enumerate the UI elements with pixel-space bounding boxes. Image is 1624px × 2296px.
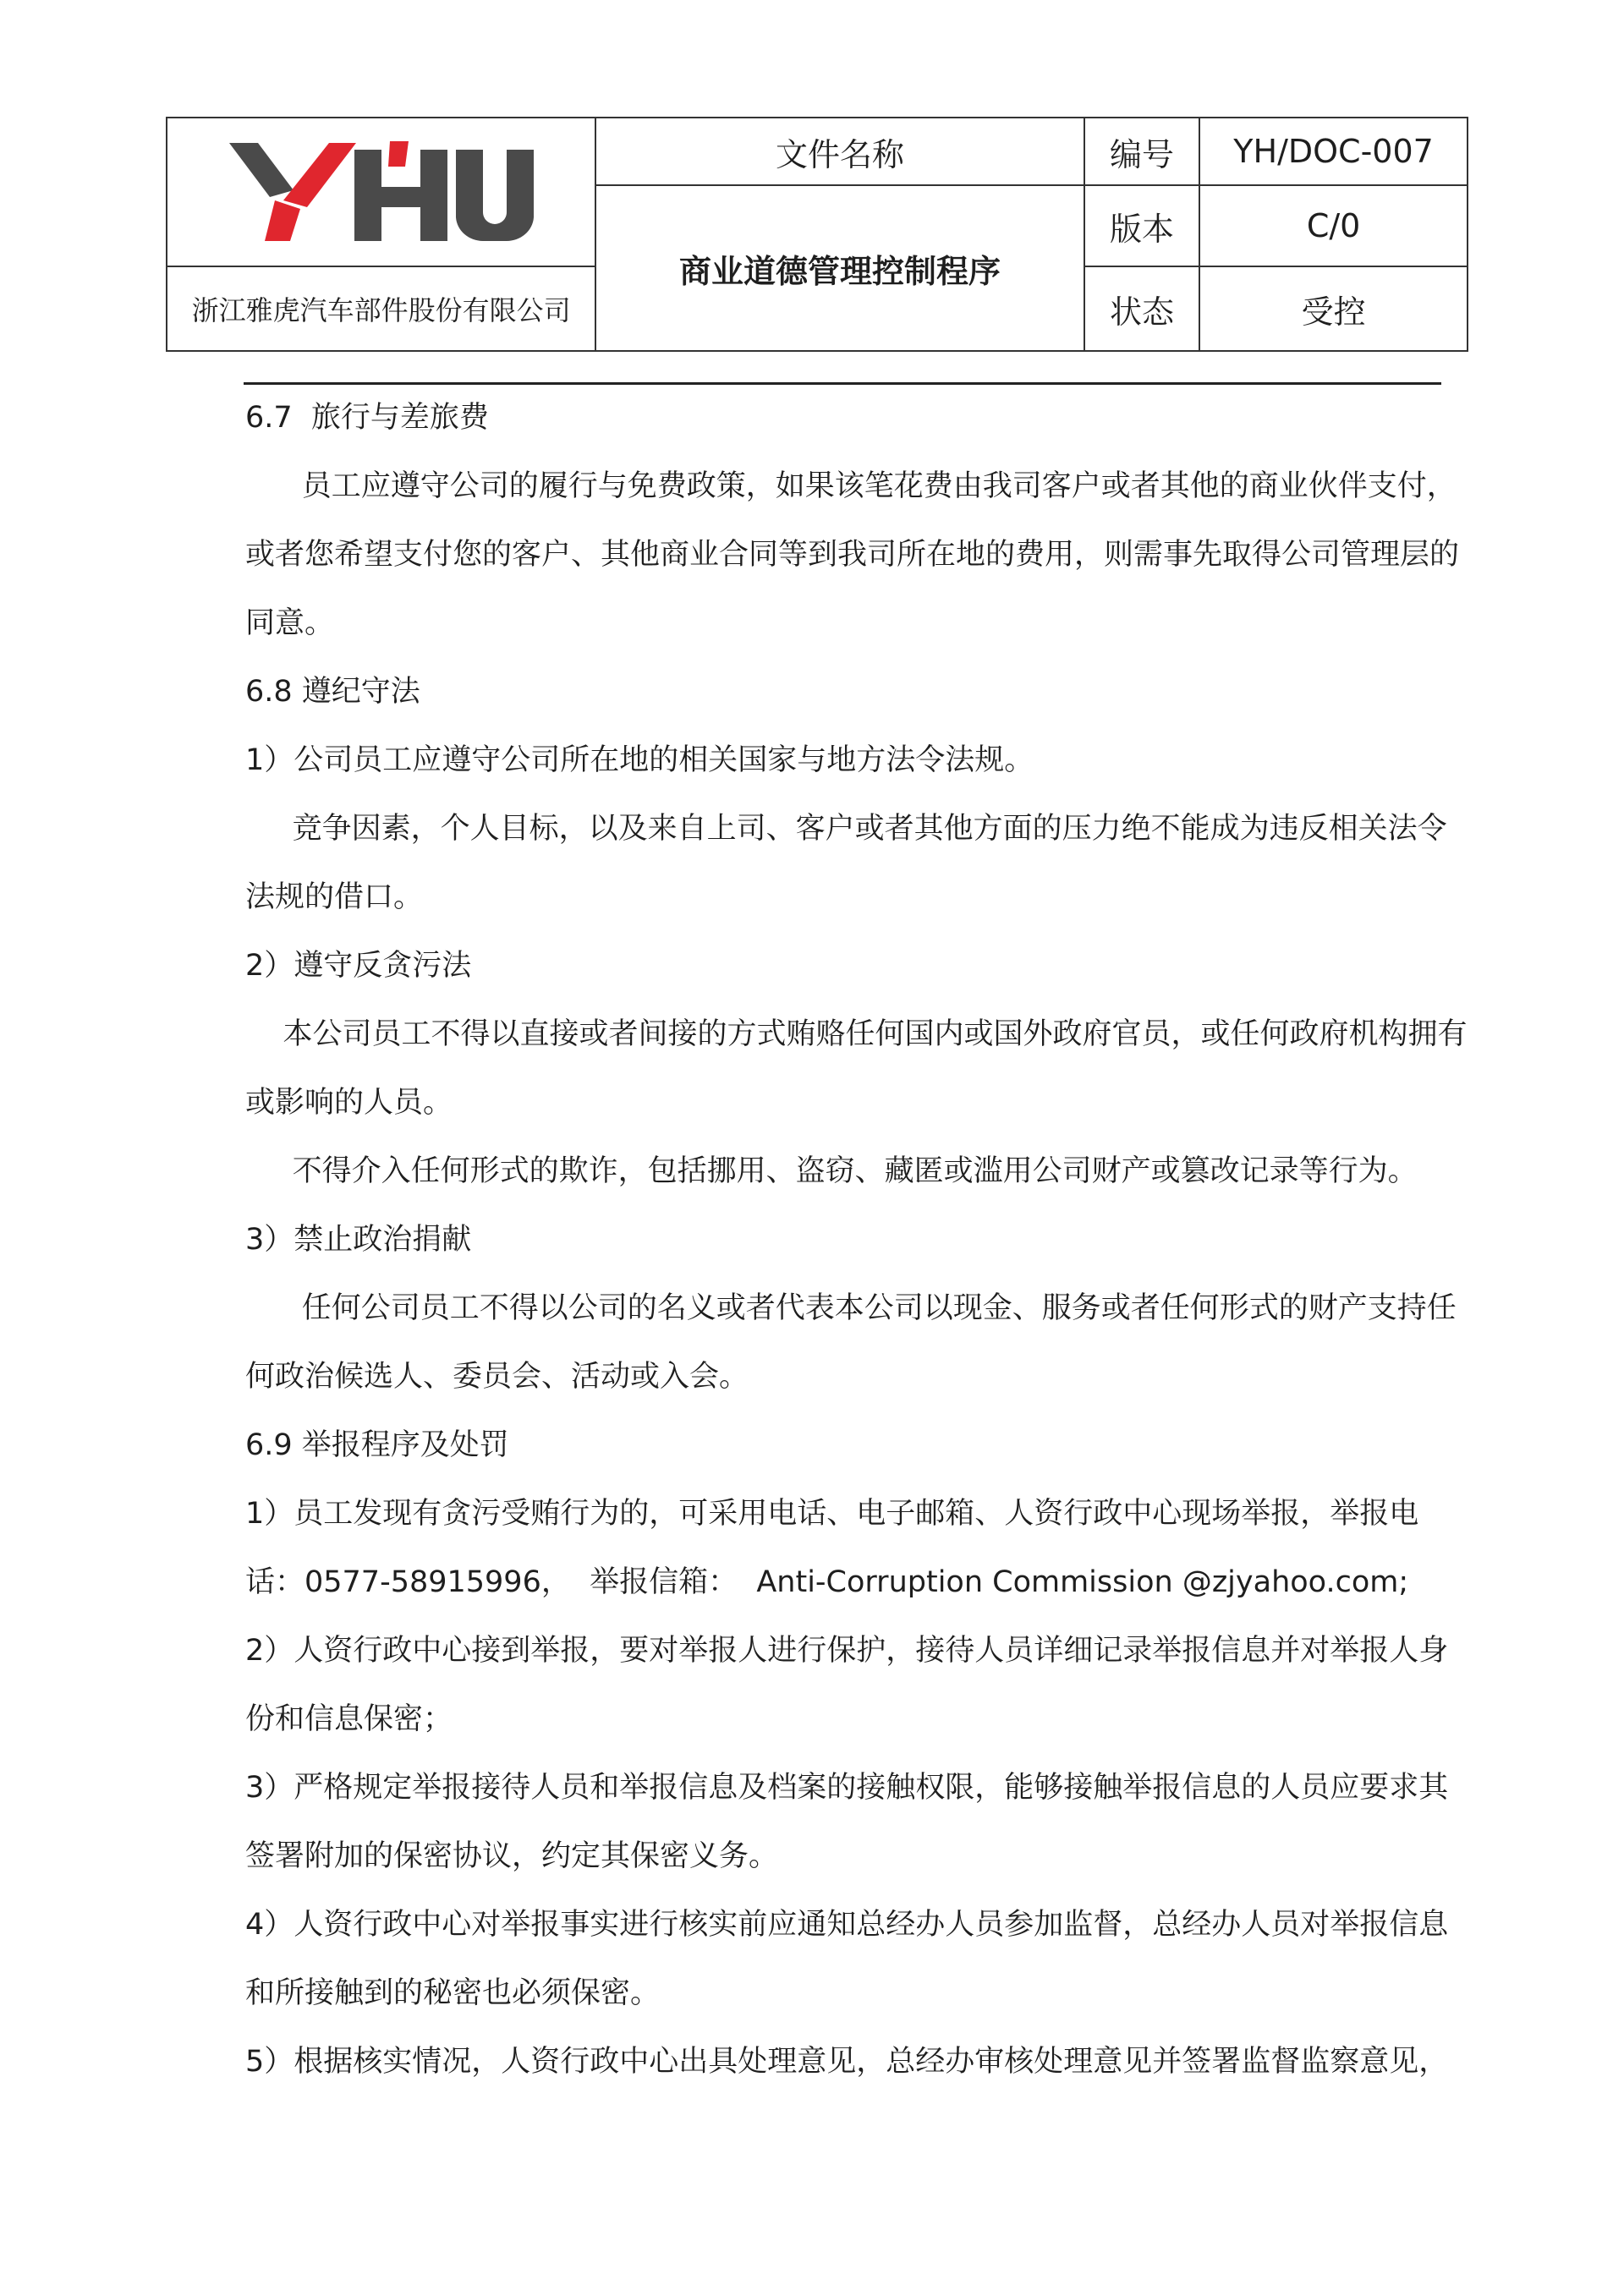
body-text-line: 或者您希望支付您的客户、其他商业合同等到我司所在地的费用，则需事先取得公司管理层的 (245, 538, 1460, 572)
logo-cell (167, 118, 595, 266)
status-value: 受控 (1199, 266, 1468, 351)
body-text-line: 话：0577-58915996， 举报信箱： Anti-Corruption Commission @zjyahoo.com; (245, 1565, 1409, 1599)
section-heading: 6.9 举报程序及处罚 (245, 1428, 509, 1462)
body-text-line: 任何公司员工不得以公司的名义或者代表本公司以现金、服务或者任何形式的财产支持任 (245, 1291, 1457, 1325)
status-label: 状态 (1084, 266, 1199, 351)
company-name: 浙江雅虎汽车部件股份有限公司 (167, 266, 595, 351)
list-item-text: 3）严格规定举报接待人员和举报信息及档案的接触权限，能够接触举报信息的人员应要求其 (245, 1771, 1449, 1805)
file-name-label: 文件名称 (595, 118, 1084, 185)
document-title: 商业道德管理控制程序 (595, 185, 1084, 351)
body-text-line: 员工应遵守公司的履行与免费政策，如果该笔花费由我司客户或者其他的商业伙伴支付， (245, 469, 1457, 503)
code-label: 编号 (1084, 118, 1199, 185)
company-logo (229, 141, 534, 243)
body-text-line: 竞争因素，个人目标，以及来自上司、客户或者其他方面的压力绝不能成为违反相关法令 (245, 812, 1447, 846)
section-heading: 6.7 旅行与差旅费 (245, 401, 489, 435)
list-item-text: 3）禁止政治捐献 (245, 1223, 472, 1257)
list-item-text: 2）人资行政中心接到举报，要对举报人进行保护，接待人员详细记录举报信息并对举报人身 (245, 1634, 1449, 1668)
version-value: C/0 (1199, 185, 1468, 266)
version-label: 版本 (1084, 185, 1199, 266)
body-text-line: 法规的借口。 (245, 880, 424, 914)
list-item-text: 4）人资行政中心对举报事实进行核实前应通知总经办人员参加监督，总经办人员对举报信息 (245, 1908, 1449, 1942)
body-text-line: 同意。 (245, 606, 335, 640)
body-text-line: 签署附加的保密协议，约定其保密义务。 (245, 1839, 779, 1873)
body-text-line: 何政治候选人、委员会、活动或入会。 (245, 1360, 749, 1394)
section-heading: 6.8 遵纪守法 (245, 675, 420, 709)
body-text-line: 份和信息保密； (245, 1702, 453, 1736)
document-header-table (166, 117, 1468, 352)
document-body (245, 401, 1468, 2113)
body-text-line: 和所接触到的秘密也必须保密。 (245, 1976, 661, 2010)
header-divider (244, 382, 1441, 385)
list-item-text: 5）根据核实情况，人资行政中心出具处理意见，总经办审核处理意见并签署监督监察意见， (245, 2045, 1449, 2079)
code-value: YH/DOC-007 (1199, 118, 1468, 185)
body-text-line: 或影响的人员。 (245, 1086, 453, 1120)
body-text-line: 本公司员工不得以直接或者间接的方式贿赂任何国内或国外政府官员，或任何政府机构拥有 (245, 1017, 1468, 1051)
list-item-text: 1）公司员工应遵守公司所在地的相关国家与地方法令法规。 (245, 743, 1034, 777)
list-item-text: 1）员工发现有贪污受贿行为的，可采用电话、电子邮箱、人资行政中心现场举报，举报电 (245, 1497, 1419, 1531)
list-item-text: 2）遵守反贪污法 (245, 949, 472, 983)
body-text-line: 不得介入任何形式的欺诈，包括挪用、盗窃、藏匿或滥用公司财产或篡改记录等行为。 (245, 1154, 1418, 1188)
